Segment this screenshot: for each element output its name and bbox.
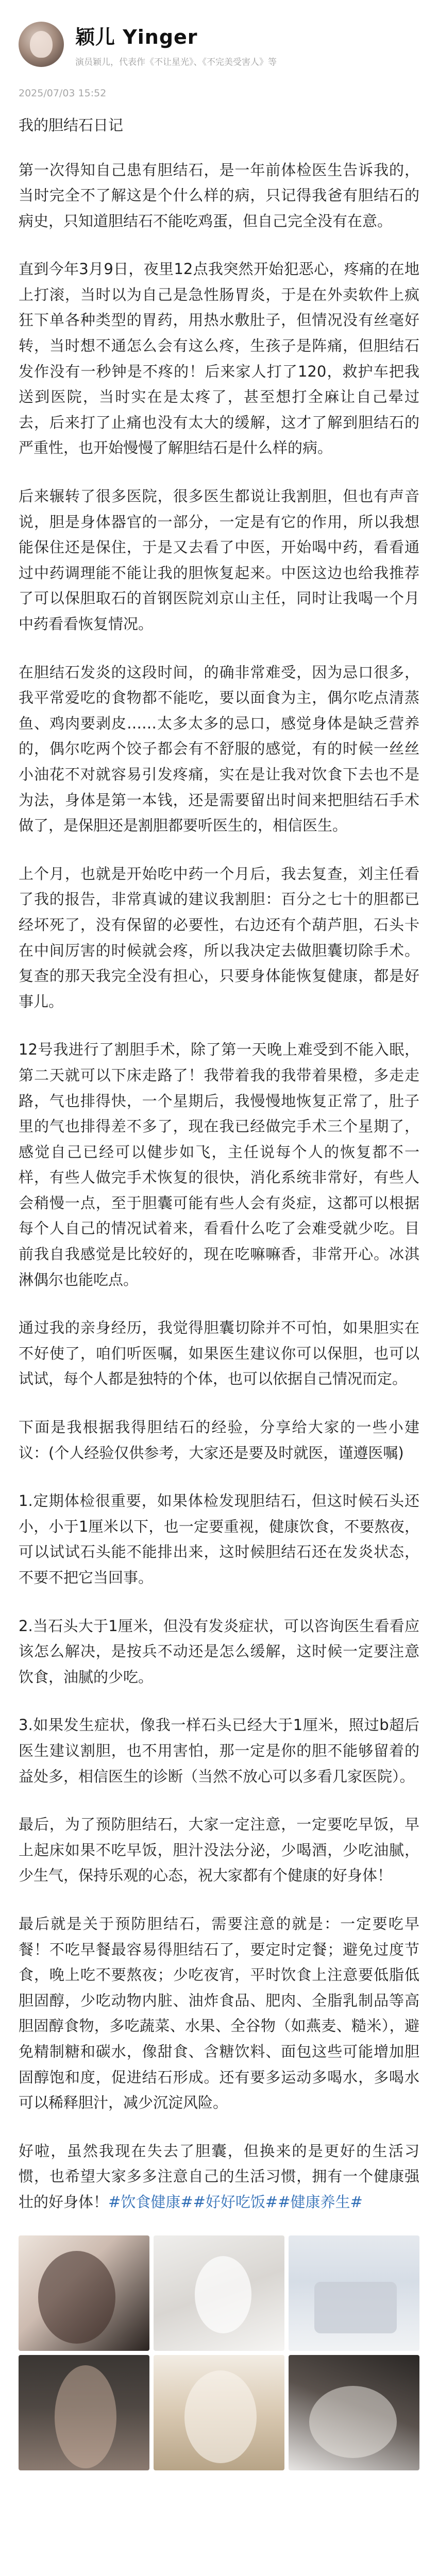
photo-2[interactable]: [154, 2235, 284, 2351]
post-paragraph: 直到今年3月9日，夜里12点我突然开始犯恶心，疼痛的在地上打滚，当时以为自己是急性肠胃炎，于是在外卖软件上疯狂下单各种类型的胃药，用热水敷肚子，但情况没有丝毫好转，当时想不通怎么会有这么疼，生孩子是阵痛，但胆结石发作没有一秒钟是不疼的！后来家人打了120，救护车把我送到医院，当时实在是太疼了，甚至想打全麻让自己晕过去，后来打了止痛也没有太大的缓解，这才了解到胆结石的严重性，也开始慢慢了解胆结石是什么样的病。: [19, 260, 419, 457]
photo-4[interactable]: [19, 2355, 149, 2470]
post-paragraph: 下面是我根据我得胆结石的经验，分享给大家的一些小建议：(个人经验仅供参考，大家还是要及时就医，谨遵医嘱): [19, 1418, 419, 1462]
author-info: [75, 21, 277, 67]
hashtag-links[interactable]: #饮食健康##好好吃饭##健康养生#: [108, 2193, 363, 2211]
photo-6[interactable]: [289, 2355, 419, 2470]
post-paragraph: 最后就是关于预防胆结石，需要注意的就是：一定要吃早餐！不吃早餐最容易得胆结石了，要定时定餐；避免过度节食，晚上吃不要熬夜；少吃夜宵，平时饮食上注意要低脂低胆固醇，少吃动物内脏、油炸食品、肥肉、全脂乳制品等高胆固醇食物，多吃蔬菜、水果、全谷物（如燕麦、糙米），避免精制糖和碳水，像甜食、含糖饮料、面包这些可能增加胆固醇饱和度，促进结石形成。还有要多运动多喝水，多喝水可以稀释胆汁，减少沉淀风险。: [19, 1914, 419, 2112]
post-paragraph: 后来辗转了很多医院，很多医生都说让我割胆，但也有声音说，胆是身体器官的一部分，一定是有它的作用，所以我想能保住还是保住，于是又去看了中医，开始喝中药，看看通过中药调理能不能让我的胆恢复起来。中医这边也给我推荐了可以保胆取石的首钢医院刘京山主任，同时让我喝一个月中药看看恢复情况。: [19, 487, 419, 633]
post-paragraph: 2.当石头大于1厘米，但没有发炎症状，可以咨询医生看看应该怎么解决，是按兵不动还是怎么缓解，这时候一定要注意饮食，油腻的少吃。: [19, 1617, 419, 1686]
photo-5[interactable]: [154, 2355, 284, 2470]
post-timestamp: 2025/07/03 15:52: [19, 88, 107, 99]
post-paragraph: 1.定期体检很重要，如果体检发现胆结石，但这时候石头还小，小于1厘米以下，也一定要重视，健康饮食，不要熬夜，可以试试石头能不能排出来，这时候胆结石还在发炎状态，不要不把它当回事。: [19, 1492, 419, 1586]
post-paragraph: 最后，为了预防胆结石，大家一定注意，一定要吃早饭，早上起床如果不吃早饭，胆汁没法分泌，少喝酒，少吃油腻，少生气，保持乐观的心态，祝大家都有个健康的好身体！: [19, 1816, 419, 1885]
post-paragraph-final: [19, 2139, 419, 2215]
photo-3[interactable]: [289, 2235, 419, 2351]
avatar[interactable]: [19, 22, 64, 67]
author-header: [19, 0, 419, 77]
post-paragraph: 上个月，也就是开始吃中药一个月后，我去复查，刘主任看了我的报告，非常真诚的建议我割胆：百分之七十的胆都已经坏死了，没有保留的必要性，右边还有个葫芦胆，石头卡在中间厉害的时候就会疼，所以我决定去做胆囊切除手术。复查的那天我完全没有担心，只要身体能恢复健康，都是好事儿。: [19, 865, 419, 1010]
post-paragraph: 12号我进行了割胆手术，除了第一天晚上难受到不能入眠，第二天就可以下床走路了！我带着我的我带着果橙，多走走路，气也排得快，一个星期后，我慢慢地恢复正常了，肚子里的气也排得差不多了，现在我已经做完手术三个星期了，感觉自己已经可以健步如飞，主任说每个人的恢复都不一样，有些人做完手术恢复的很快，消化系统非常好，有些人会稍慢一点，至于胆囊可能有些人会有炎症，这都可以根据每个人自己的情况试着来，看看什么吃了会难受就少吃。目前我自我感觉是比较好的，现在吃嘛嘛香，非常开心。冰淇淋偶尔也能吃点。: [19, 1041, 419, 1289]
post-paragraph: 通过我的亲身经历，我觉得胆囊切除并不可怕，如果胆实在不好使了，咱们听医嘱，如果医生建议你可以保胆，也可以试试，每个人都是独特的个体，也可以依据自己情况而定。: [19, 1319, 419, 1388]
author-name[interactable]: 颖儿 Yinger: [75, 26, 198, 48]
post-paragraph: 第一次得知自己患有胆结石，是一年前体检医生告诉我的，当时完全不了解这是个什么样的病，只记得我爸有胆结石的病史，只知道胆结石不能吃鸡蛋，但自己完全没有在意。: [19, 161, 419, 230]
author-bio: 演员颖儿，代表作《不让星光》、《不完美受害人》等: [75, 57, 277, 67]
photo-grid: [19, 2235, 419, 2470]
post-title: 我的胆结石日记: [19, 116, 124, 134]
photo-1[interactable]: [19, 2235, 149, 2351]
post-paragraph-final-text: 好啦，虽然我现在失去了胆囊，但换来的是更好的生活习惯，也希望大家多多注意自己的生活习惯，拥有一个健康强壮的好身体！: [19, 2142, 419, 2211]
post-paragraph: 在胆结石发炎的这段时间，的确非常难受，因为忌口很多，我平常爱吃的食物都不能吃，要以面食为主，偶尔吃点清蒸鱼、鸡肉要剥皮……太多太多的忌口，感觉身体是缺乏营养的，偶尔吃两个饺子都会有不舒服的感觉，有的时候一丝丝小油花不对就容易引发疼痛，实在是让我对饮食下去也不是为法，身体是第一本钱，还是需要留出时间来把胆结石手术做了，是保胆还是割胆都要听医生的，相信医生。: [19, 663, 419, 835]
post-paragraph: 3.如果发生症状，像我一样石头已经大于1厘米，照过b超后医生建议割胆，也不用害怕，那一定是你的胆不能够留着的益处多，相信医生的诊断（当然不放心可以多看几家医院）。: [19, 1716, 419, 1785]
